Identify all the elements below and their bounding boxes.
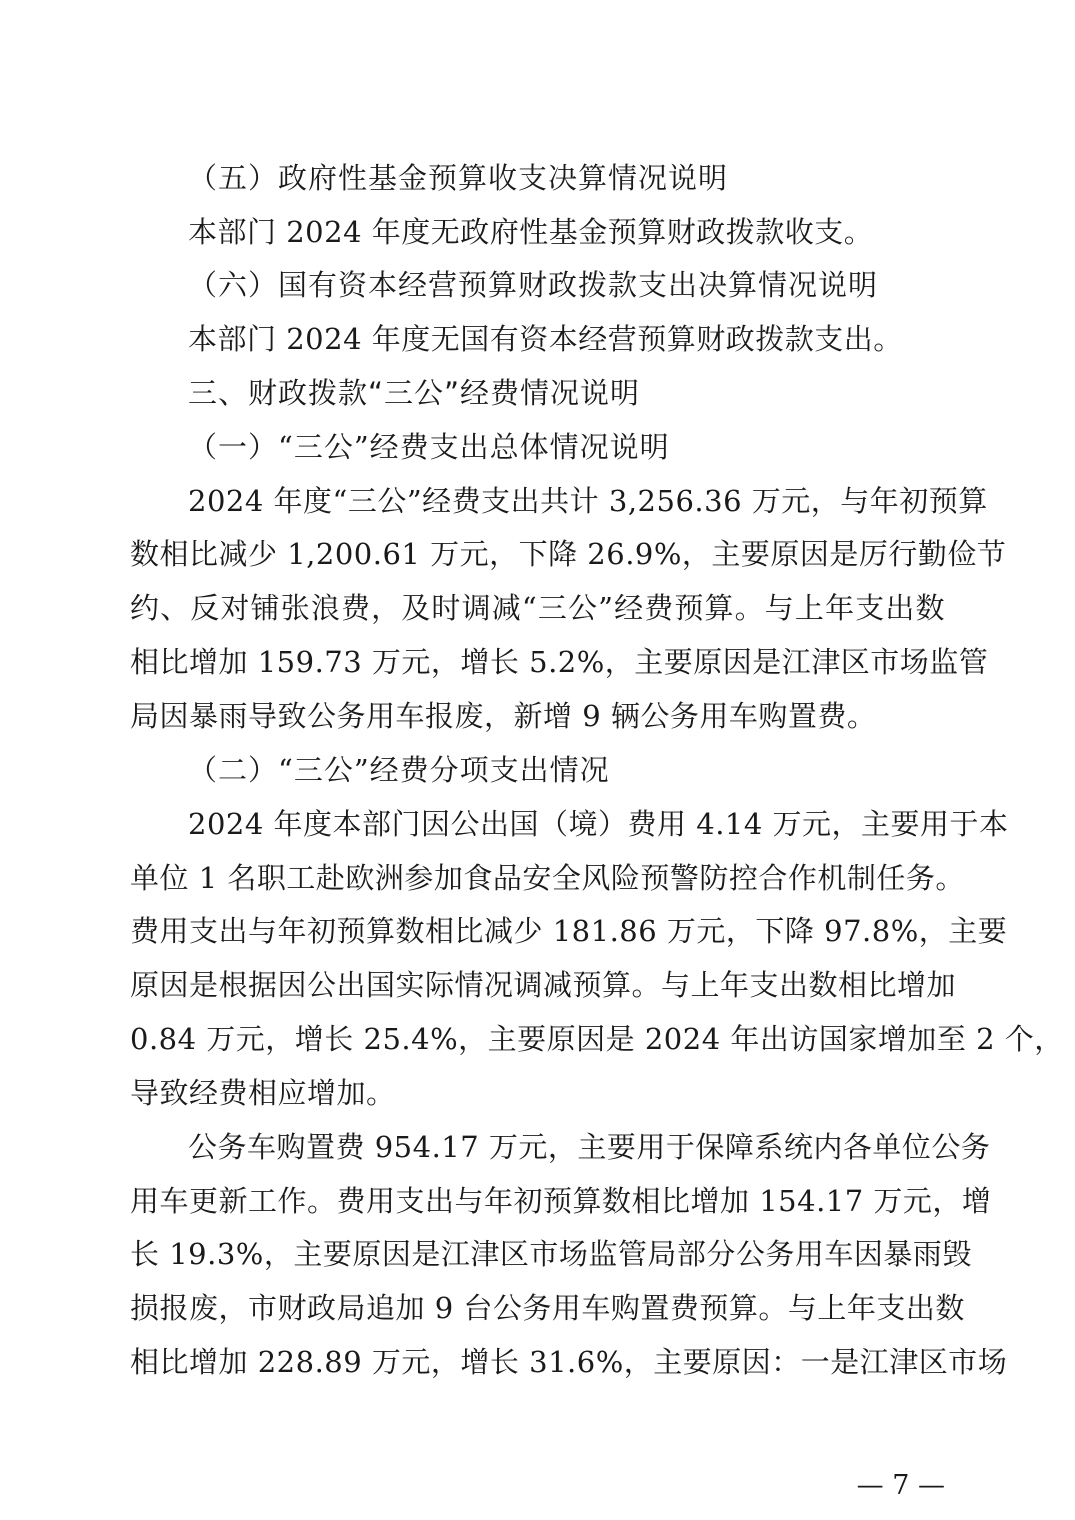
section-heading-state-capital: （六）国有资本经营预算财政拨款支出决算情况说明 bbox=[188, 268, 879, 302]
paragraph-line: 0.84 万元，增长 25.4%，主要原因是 2024 年出访国家增加至 2 个， bbox=[130, 1022, 1064, 1056]
paragraph-line: 2024 年度“三公”经费支出共计 3,256.36 万元，与年初预算 bbox=[188, 484, 988, 518]
paragraph-line: 费用支出与年初预算数相比减少 181.86 万元，下降 97.8%，主要 bbox=[130, 914, 1008, 948]
paragraph-line: 损报废，市财政局追加 9 台公务用车购置费预算。与上年支出数 bbox=[130, 1291, 965, 1325]
paragraph-line: 数相比减少 1,200.61 万元，下降 26.9%，主要原因是厉行勤俭节 bbox=[130, 537, 1007, 571]
section-heading-overall: （一）“三公”经费支出总体情况说明 bbox=[188, 430, 670, 464]
paragraph-line: 相比增加 228.89 万元，增长 31.6%，主要原因：一是江津区市场 bbox=[130, 1345, 1008, 1379]
paragraph-line: 相比增加 159.73 万元，增长 5.2%，主要原因是江津区市场监管 bbox=[130, 645, 989, 679]
paragraph-line: 长 19.3%，主要原因是江津区市场监管局部分公务用车因暴雨毁 bbox=[130, 1237, 972, 1271]
paragraph-line: 单位 1 名职工赴欧洲参加食品安全风险预警防控合作机制任务。 bbox=[130, 861, 965, 895]
section-heading-itemized: （二）“三公”经费分项支出情况 bbox=[188, 753, 610, 787]
page-number: — 7 — bbox=[856, 1470, 945, 1501]
paragraph-line: 导致经费相应增加。 bbox=[130, 1076, 396, 1110]
section-heading-three-public-expenses: 三、财政拨款“三公”经费情况说明 bbox=[188, 376, 641, 410]
paragraph-line: 约、反对铺张浪费，及时调减“三公”经费预算。与上年支出数 bbox=[130, 591, 945, 625]
paragraph-line: 局因暴雨导致公务用车报废，新增 9 辆公务用车购置费。 bbox=[130, 699, 877, 733]
paragraph-line: 用车更新工作。费用支出与年初预算数相比增加 154.17 万元，增 bbox=[130, 1184, 992, 1218]
paragraph-line: 公务车购置费 954.17 万元，主要用于保障系统内各单位公务 bbox=[188, 1130, 991, 1164]
paragraph-line: 2024 年度本部门因公出国（境）费用 4.14 万元，主要用于本 bbox=[188, 807, 1009, 841]
paragraph-line: 本部门 2024 年度无国有资本经营预算财政拨款支出。 bbox=[188, 322, 903, 356]
section-heading-government-fund: （五）政府性基金预算收支决算情况说明 bbox=[188, 161, 729, 195]
paragraph-line: 原因是根据因公出国实际情况调减预算。与上年支出数相比增加 bbox=[130, 968, 957, 1002]
paragraph-line: 本部门 2024 年度无政府性基金预算财政拨款收支。 bbox=[188, 215, 874, 249]
